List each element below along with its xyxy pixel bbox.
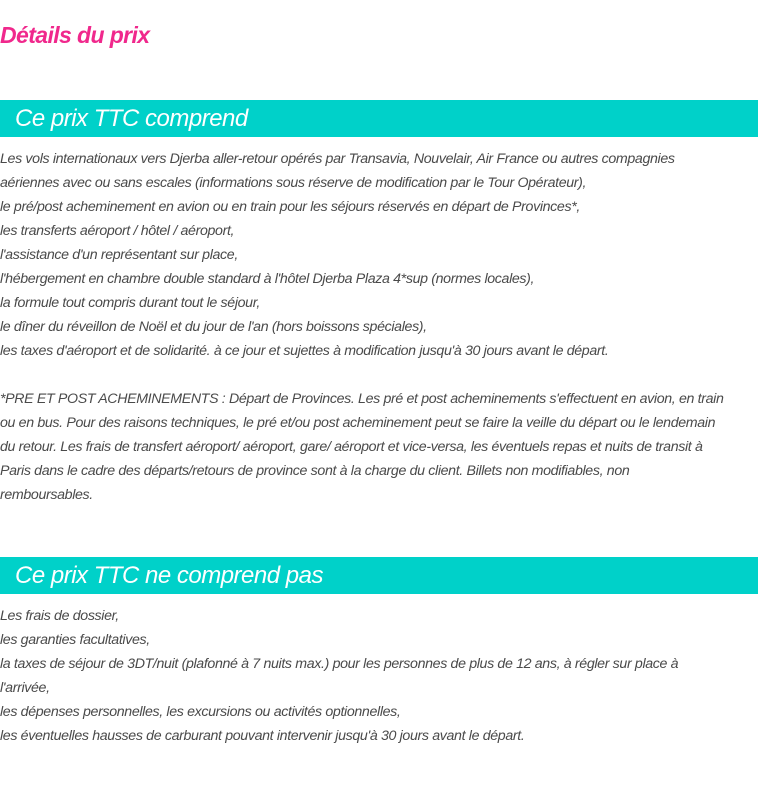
excluded-list (0, 604, 758, 748)
footnote-line: remboursables. (0, 487, 93, 503)
included-list (0, 147, 758, 363)
included-line: les transferts aéroport / hôtel / aéroport, (0, 223, 235, 239)
excluded-section-header (0, 557, 758, 594)
excluded-line: les garanties facultatives, (0, 632, 150, 648)
included-line: les taxes d'aéroport et de solidarité. à ce jour et sujettes à modification jusqu'à 30 jours avant le départ. (0, 343, 609, 359)
included-heading: Ce prix TTC comprend (15, 105, 248, 132)
excluded-line: la taxes de séjour de 3DT/nuit (plafonné à 7 nuits max.) pour les personnes de plus de 12 ans, à régler sur place à (0, 656, 679, 672)
page-title: Détails du prix (0, 22, 150, 48)
excluded-line: l'arrivée, (0, 680, 50, 696)
footnote-paragraph (0, 387, 758, 507)
included-section-header (0, 100, 758, 137)
included-line: aériennes avec ou sans escales (informations sous réserve de modification par le Tour Opérateur), (0, 175, 587, 191)
excluded-line: les éventuelles hausses de carburant pouvant intervenir jusqu'à 30 jours avant le départ. (0, 728, 525, 744)
footnote-line: *PRE ET POST ACHEMINEMENTS : Départ de Provinces. Les pré et post acheminements s'effectuent en avion, en train (0, 391, 724, 407)
included-line: le pré/post acheminement en avion ou en train pour les séjours réservés en départ de Provinces*, (0, 199, 580, 215)
footnote-line: Paris dans le cadre des départs/retours de province sont à la charge du client. Billets non modifiables, non (0, 463, 630, 479)
included-line: l'hébergement en chambre double standard à l'hôtel Djerba Plaza 4*sup (normes locales), (0, 271, 535, 287)
excluded-line: Les frais de dossier, (0, 608, 119, 624)
footnote-line: ou en bus. Pour des raisons techniques, le pré et/ou post acheminement peut se faire la veille du départ ou le lendemain (0, 415, 716, 431)
excluded-heading: Ce prix TTC ne comprend pas (15, 562, 323, 589)
included-line: la formule tout compris durant tout le séjour, (0, 295, 260, 311)
footnote-line: du retour. Les frais de transfert aéroport/ aéroport, gare/ aéroport et vice-versa, les éventuels repas et nuits de transit à (0, 439, 703, 455)
excluded-line: les dépenses personnelles, les excursions ou activités optionnelles, (0, 704, 401, 720)
included-line: l'assistance d'un représentant sur place, (0, 247, 238, 263)
included-line: le dîner du réveillon de Noël et du jour de l'an (hors boissons spéciales), (0, 319, 427, 335)
included-line: Les vols internationaux vers Djerba aller-retour opérés par Transavia, Nouvelair, Air France ou autres compagnies (0, 151, 675, 167)
